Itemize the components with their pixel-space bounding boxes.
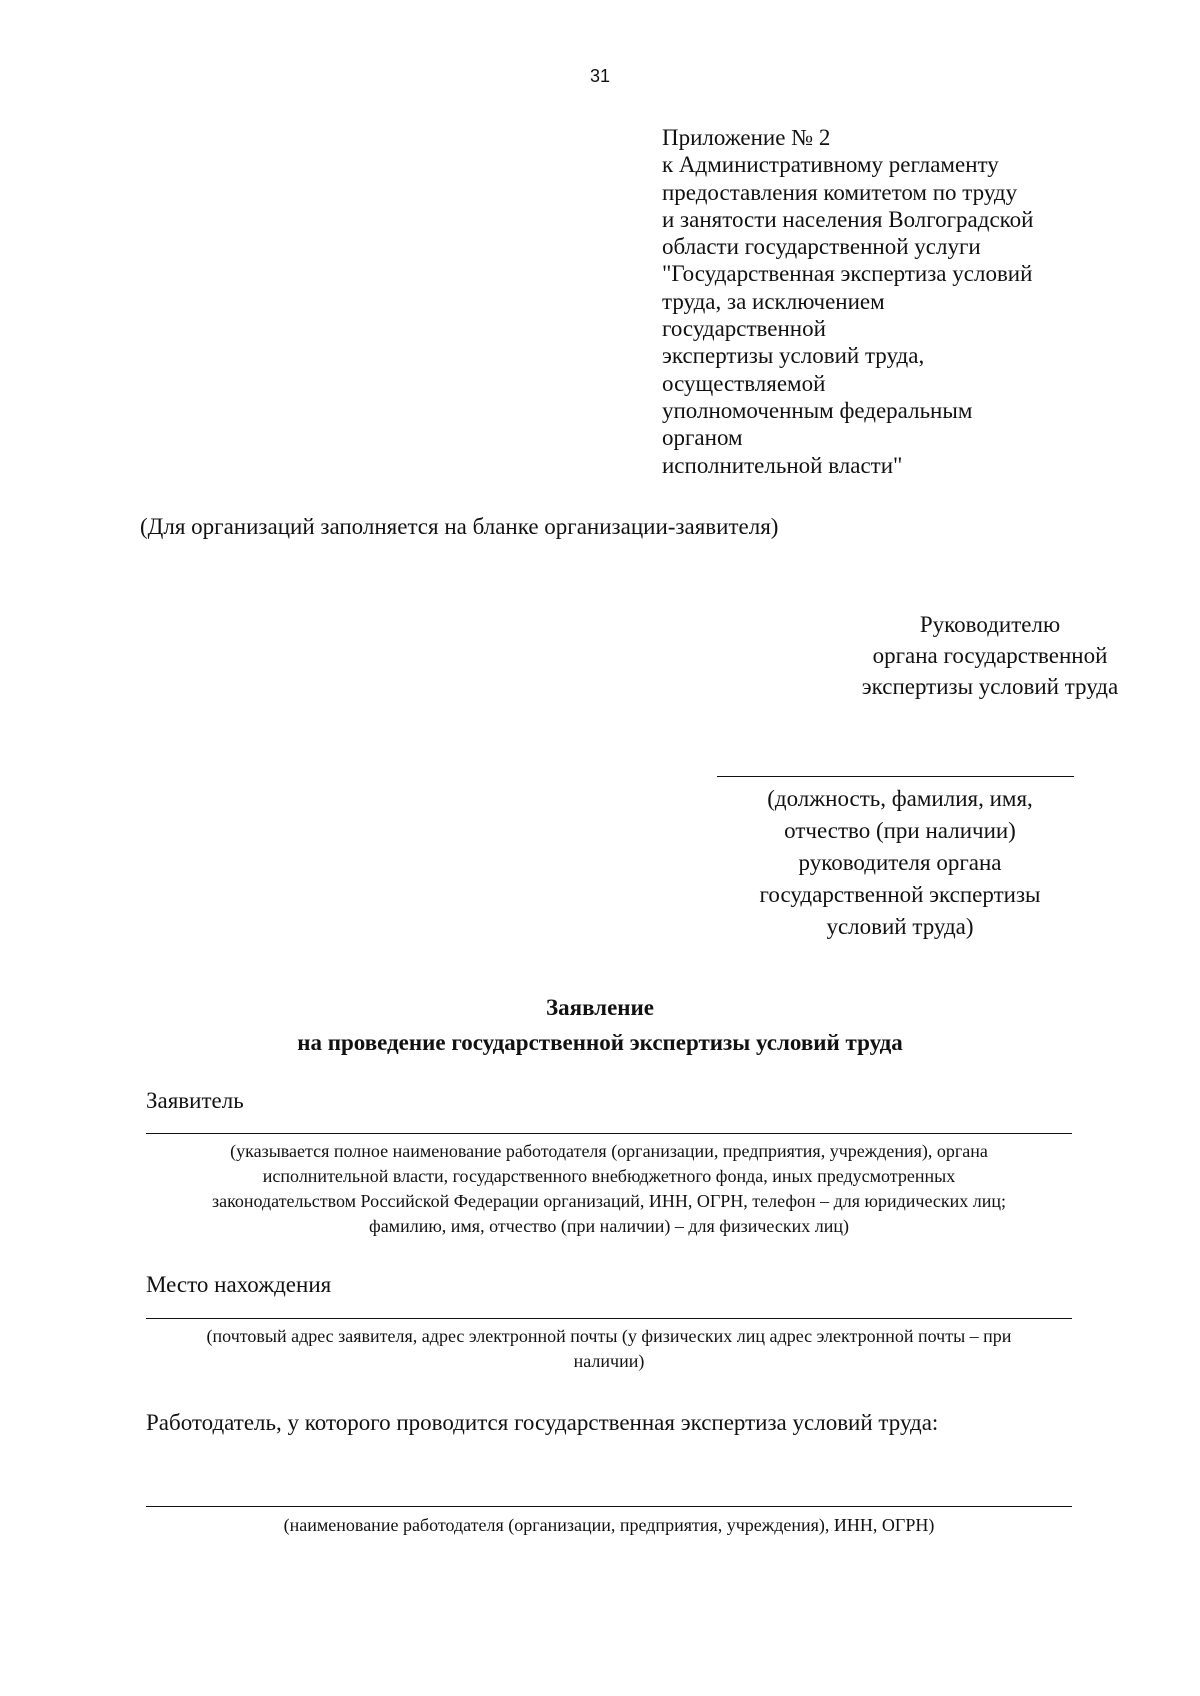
page-number: 31 [589,66,611,86]
caption-line: (почтовый адрес заявителя, адрес электронной почты (у физических лиц адрес электронной почты – при [206,1326,1012,1346]
location-field-line[interactable] [146,1318,1072,1319]
caption-line: законодательством Российской Федерации организаций, ИНН, ОГРН, телефон – для юридических лиц; [211,1191,1007,1211]
appendix-line: труда, за исключением [662,288,885,314]
appendix-line: осуществляемой [662,370,826,396]
addressee-name-caption [730,783,1070,943]
addressee-block [740,609,1200,702]
employer-caption [146,1513,1072,1538]
caption-line: исполнительной власти, государственного внебюджетного фонда, иных предусмотренных [262,1166,956,1186]
appendix-line: и занятости населения Волгоградской [662,206,1034,232]
addressee-name-line[interactable] [717,776,1074,777]
location-label: Место нахождения [146,1272,332,1297]
caption-line: (указывается полное наименование работодателя (организации, предприятия, учреждения), органа [230,1141,988,1161]
addressee-line: экспертизы условий труда [861,674,1119,699]
caption-line: государственной экспертизы [759,882,1041,907]
appendix-line: Приложение № 2 [662,125,831,150]
caption-line: фамилию, имя, отчество (при наличии) – для физических лиц) [369,1216,849,1236]
applicant-field-line[interactable] [146,1133,1072,1134]
addressee-line: органа государственной [872,643,1108,668]
caption-line: наличии) [573,1351,645,1371]
appendix-line: исполнительной власти" [662,452,903,478]
caption-line: (должность, фамилия, имя, [767,786,1033,811]
caption-line: руководителя органа [798,850,1002,875]
employer-field-line[interactable] [146,1506,1072,1507]
title-line: Заявление [545,995,655,1020]
applicant-label: Заявитель [146,1088,244,1113]
appendix-line: государственной [662,316,826,342]
appendix-line: области государственной услуги [662,234,981,260]
addressee-line: Руководителю [919,612,1061,637]
appendix-line: органом [662,425,743,451]
appendix-line: "Государственная экспертиза условий [662,261,1033,287]
appendix-line: экспертизы условий труда, [662,343,925,369]
applicant-caption [146,1139,1072,1239]
appendix-line: предоставления комитетом по труду [662,179,1018,205]
caption-line: условий труда) [826,914,974,939]
title-line: на проведение государственной экспертизы условий труда [297,1030,903,1055]
caption-line: отчество (при наличии) [784,818,1016,843]
employer-label: Работодатель, у которого проводится государственная экспертиза условий труда: [146,1410,939,1435]
appendix-line: к Административному регламенту [662,152,999,178]
location-caption [146,1324,1072,1374]
blank-note: (Для организаций заполняется на бланке организации-заявителя) [140,514,779,539]
caption-line: (наименование работодателя (организации, предприятия, учреждения), ИНН, ОГРН) [283,1515,935,1535]
appendix-header [662,124,1122,479]
document-title [0,990,1200,1060]
appendix-line: уполномоченным федеральным [662,397,973,423]
